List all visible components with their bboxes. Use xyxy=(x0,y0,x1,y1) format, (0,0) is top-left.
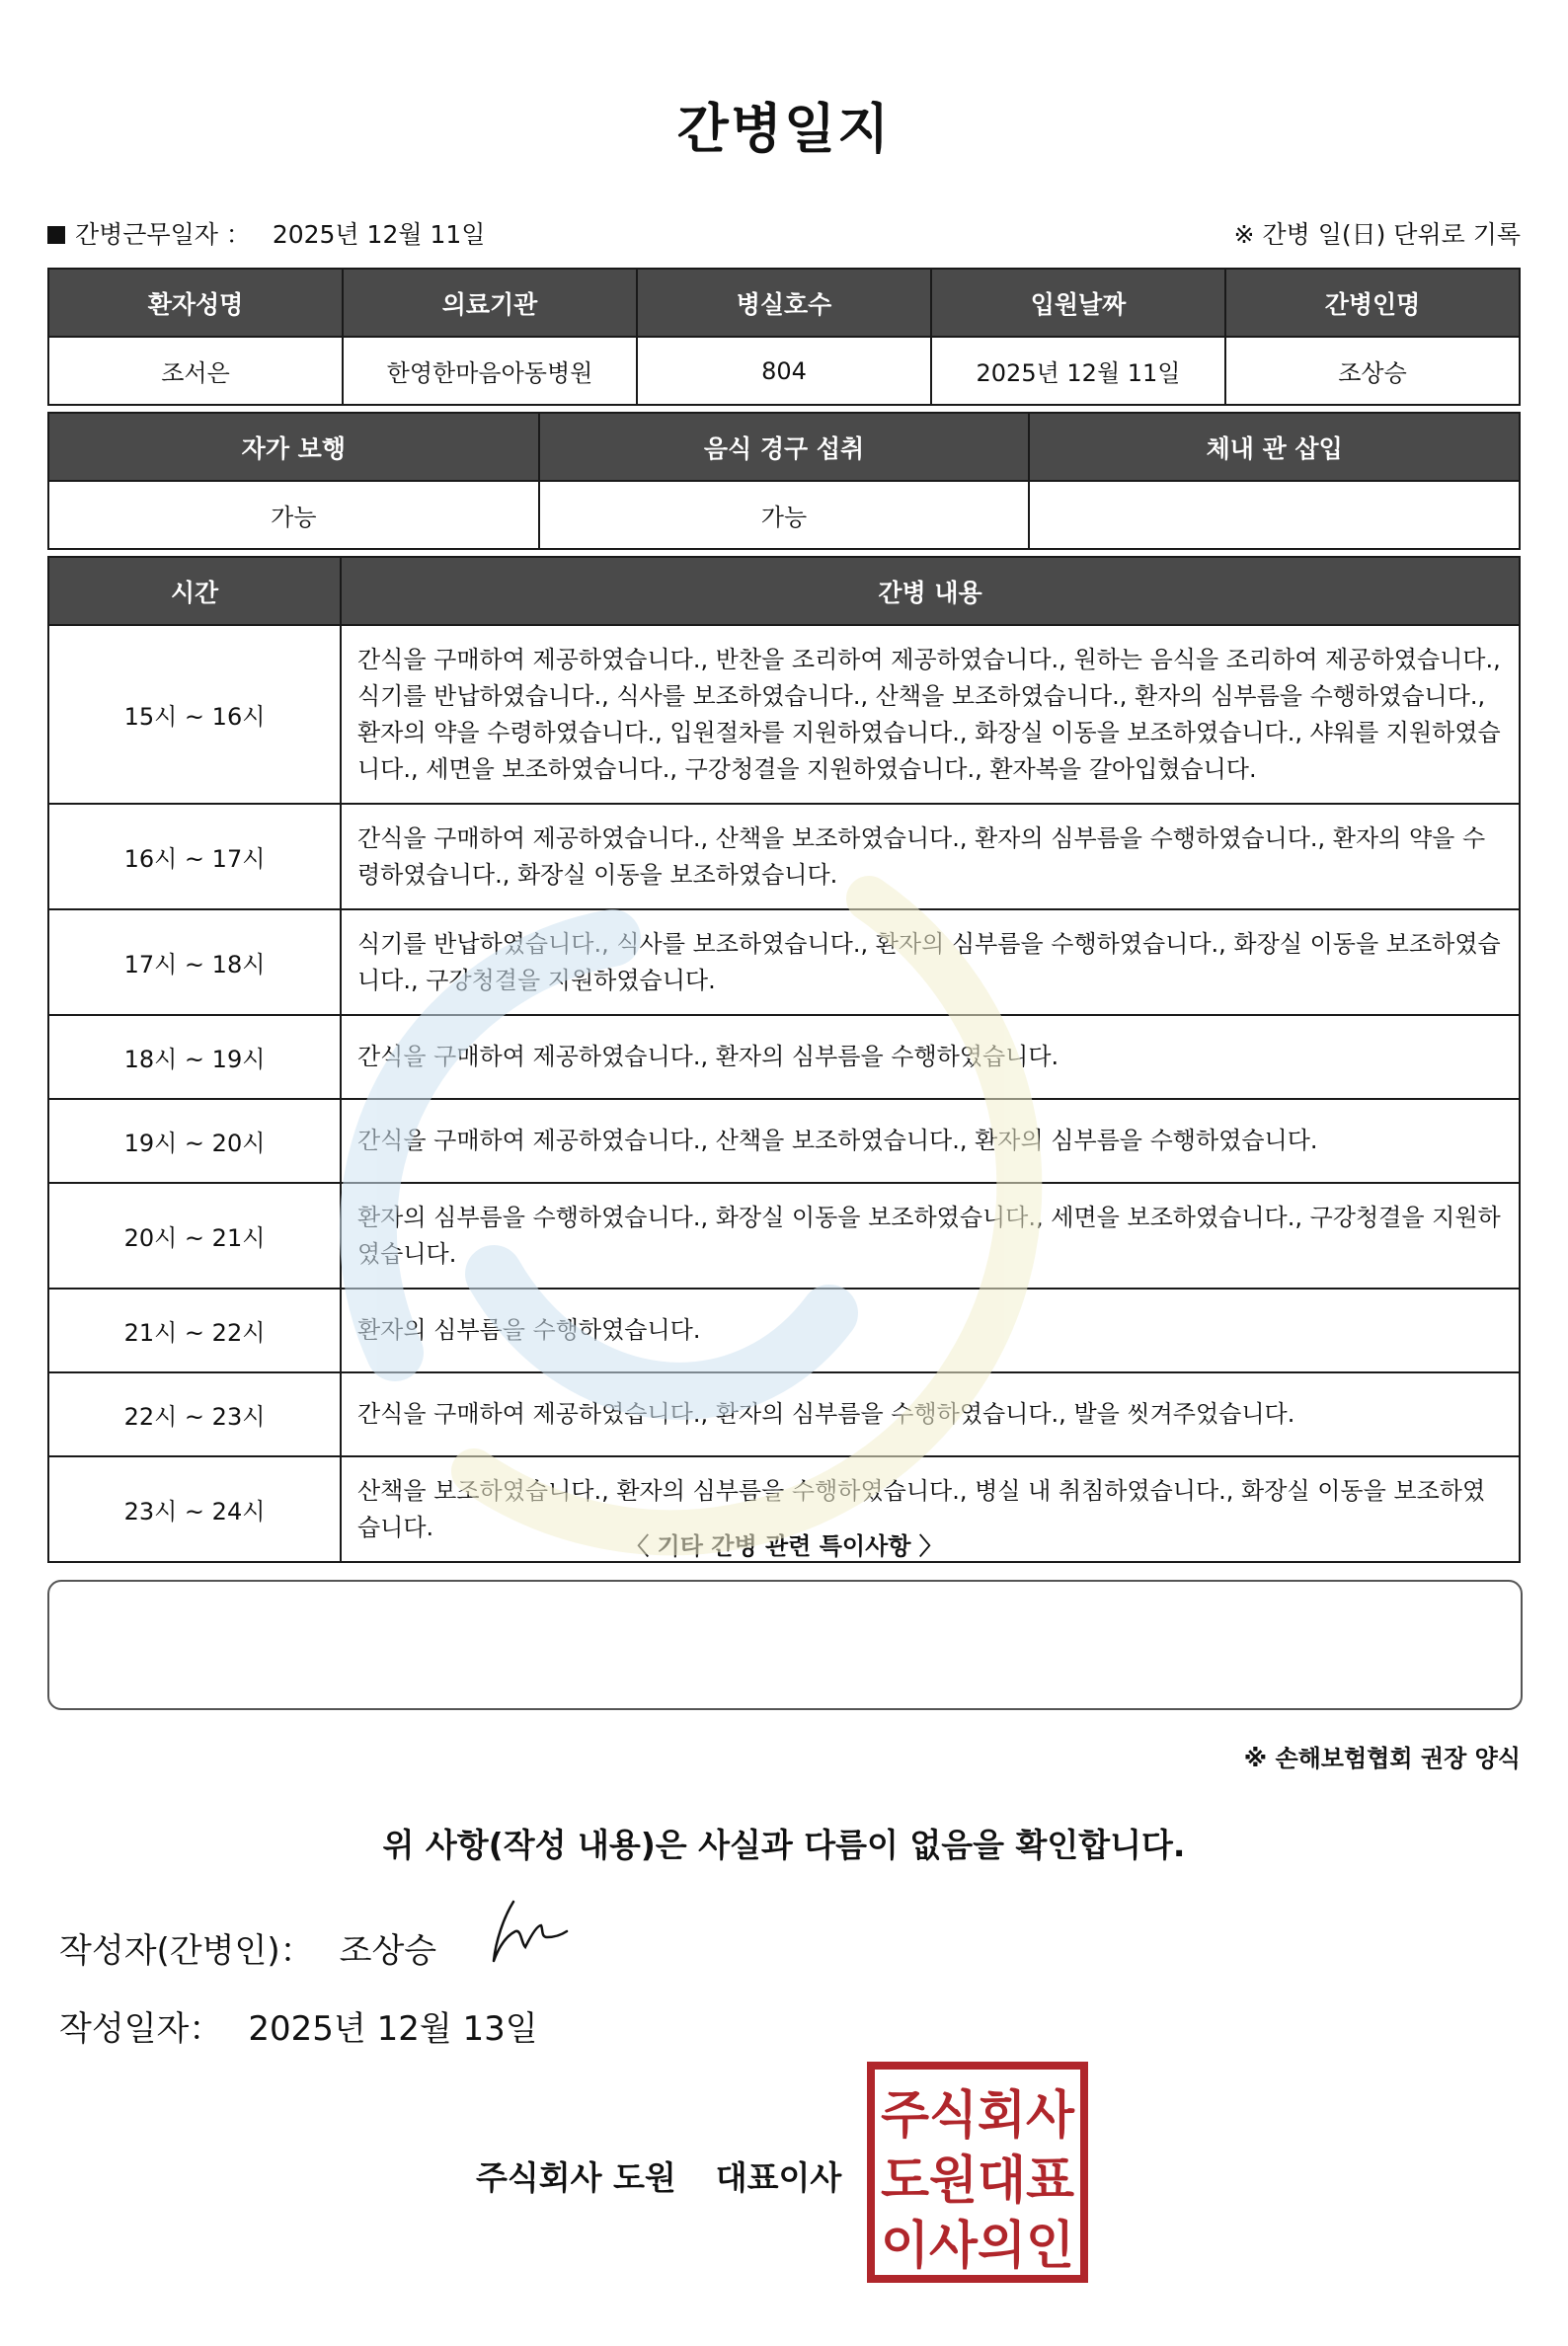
care-content-cell: 간식을 구매하여 제공하였습니다., 반찬을 조리하여 제공하였습니다., 원하는 음식을 조리하여 제공하였습니다., 식기를 반납하였습니다., 식사를 보조하였습니다., 산책을 보조하였습니다., 환자의 심부름을 수행하였습니다., 환자의 약을 수령하였습니다., 입원절차를 지원하였습니다., 화장실 이동을 보조하였습니다., 샤워를 지원하였습니다., 세면을 보조하였습니다., 구강청결을 지원하였습니다., 환자복을 갈아입혔습니다. xyxy=(341,625,1520,804)
patient-name: 조서은 xyxy=(48,337,343,405)
room-number: 804 xyxy=(637,337,931,405)
document-title: 간병일지 xyxy=(676,98,892,160)
care-content-cell: 간식을 구매하여 제공하였습니다., 산책을 보조하였습니다., 환자의 심부름을 수행하였습니다. xyxy=(341,1099,1520,1183)
table-row xyxy=(48,1183,1520,1289)
care-content-cell: 간식을 구매하여 제공하였습니다., 산책을 보조하였습니다., 환자의 심부름을 수행하였습니다., 환자의 약을 수령하였습니다., 화장실 이동을 보조하였습니다. xyxy=(341,804,1520,909)
representative-title: 대표이사 xyxy=(715,2158,842,2197)
table-row xyxy=(48,1372,1520,1456)
header-caregiver-name: 간병인명 xyxy=(1225,269,1520,337)
work-date-label: 간병근무일자 ： xyxy=(75,220,251,249)
table-row xyxy=(48,909,1520,1015)
care-content-cell: 환자의 심부름을 수행하였습니다. xyxy=(341,1289,1520,1372)
care-content-cell: 환자의 심부름을 수행하였습니다., 화장실 이동을 보조하였습니다., 세면을 보조하였습니다., 구강청결을 지원하였습니다. xyxy=(341,1183,1520,1289)
patient-info-table xyxy=(47,268,1521,406)
admission-date: 2025년 12월 11일 xyxy=(931,337,1225,405)
table-row xyxy=(48,625,1520,804)
header-tube-insertion: 체내 관 삽입 xyxy=(1029,413,1520,481)
svg-text:이사의인: 이사의인 xyxy=(881,2217,1074,2276)
header-patient-name: 환자성명 xyxy=(48,269,343,337)
care-content-cell: 간식을 구매하여 제공하였습니다., 환자의 심부름을 수행하였습니다., 발을 씻겨주었습니다. xyxy=(341,1372,1520,1456)
table-row xyxy=(48,1099,1520,1183)
caregiver-name: 조상승 xyxy=(1225,337,1520,405)
written-date-line xyxy=(59,2001,538,2050)
time-cell: 16시 ~ 17시 xyxy=(48,804,341,909)
table-row xyxy=(48,1289,1520,1372)
self-walking-value: 가능 xyxy=(48,481,539,549)
header-time: 시간 xyxy=(48,557,341,625)
recommendation-note: ※ 손해보험협회 권장 양식 xyxy=(1243,1745,1521,1772)
time-cell: 22시 ~ 23시 xyxy=(48,1372,341,1456)
time-cell: 21시 ~ 22시 xyxy=(48,1289,341,1372)
writer-label: 작성자(간병인)： xyxy=(59,1931,314,1971)
care-content-cell: 간식을 구매하여 제공하였습니다., 환자의 심부름을 수행하였습니다. xyxy=(341,1015,1520,1099)
header-room-number: 병실호수 xyxy=(637,269,931,337)
header-care-content: 간병 내용 xyxy=(341,557,1520,625)
care-content-cell: 산책을 보조하였습니다., 환자의 심부름을 수행하였습니다., 병실 내 취침하였습니다., 화장실 이동을 보조하였습니다. xyxy=(341,1456,1520,1562)
care-content-cell: 식기를 반납하였습니다., 식사를 보조하였습니다., 환자의 심부름을 수행하였습니다., 화장실 이동을 보조하였습니다., 구강청결을 지원하였습니다. xyxy=(341,909,1520,1015)
care-log-table xyxy=(47,556,1521,1563)
time-cell: 15시 ~ 16시 xyxy=(48,625,341,804)
writer-name: 조상승 xyxy=(339,1931,437,1971)
header-admission-date: 입원날짜 xyxy=(931,269,1225,337)
time-cell: 23시 ~ 24시 xyxy=(48,1456,341,1562)
special-notes-box xyxy=(47,1580,1523,1710)
record-note: ※ 간병 일(日) 단위로 기록 xyxy=(1233,220,1521,249)
written-date-value: 2025년 12월 13일 xyxy=(248,2009,538,2049)
written-date-label: 작성일자： xyxy=(59,2009,223,2049)
tube-insertion-value xyxy=(1029,481,1520,549)
work-date-value: 2025년 12월 11일 xyxy=(272,220,486,249)
square-bullet-icon xyxy=(47,226,65,244)
table-row xyxy=(48,804,1520,909)
notes-label: 〈 기타 간병 관련 특이사항 〉 xyxy=(625,1532,943,1560)
work-date xyxy=(47,215,485,251)
header-self-walking: 자가 보행 xyxy=(48,413,539,481)
time-cell: 18시 ~ 19시 xyxy=(48,1015,341,1099)
company-seal-stamp xyxy=(867,2062,1088,2283)
company-name: 주식회사 도원 xyxy=(476,2158,676,2197)
header-oral-intake: 음식 경구 섭취 xyxy=(539,413,1030,481)
oral-intake-value: 가능 xyxy=(539,481,1030,549)
time-cell: 19시 ~ 20시 xyxy=(48,1099,341,1183)
confirmation-statement: 위 사항(작성 내용)은 사실과 다름이 없음을 확인합니다. xyxy=(382,1826,1186,1864)
handwritten-signature xyxy=(486,1896,594,1965)
company-line xyxy=(476,2152,841,2199)
writer-line xyxy=(59,1923,436,1972)
svg-text:주식회사: 주식회사 xyxy=(881,2086,1075,2146)
time-cell: 20시 ~ 21시 xyxy=(48,1183,341,1289)
svg-text:도원대표: 도원대표 xyxy=(881,2151,1074,2211)
table-row xyxy=(48,1015,1520,1099)
time-cell: 17시 ~ 18시 xyxy=(48,909,341,1015)
hospital-name: 한영한마음아동병원 xyxy=(343,337,637,405)
header-hospital: 의료기관 xyxy=(343,269,637,337)
patient-status-table xyxy=(47,412,1521,550)
